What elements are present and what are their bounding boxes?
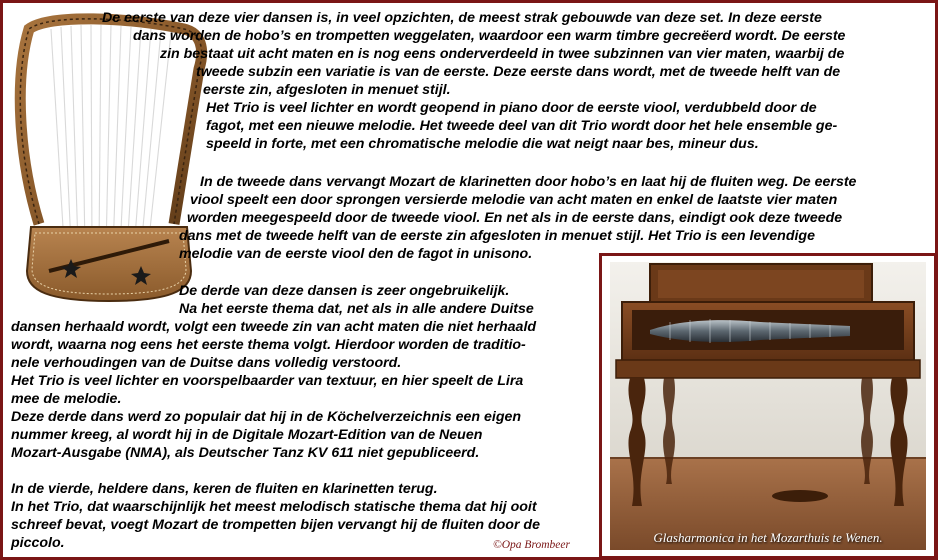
text-line: Deze derde dans werd zo populair dat hij in de Köchelverzeichnis een eigen — [11, 409, 522, 425]
text-line: schreef bevat, voegt Mozart de trompetten bijen vervangt hij de fluiten door de — [11, 517, 540, 533]
text-line: De derde van deze dansen is zeer ongebruikelijk. — [179, 283, 510, 299]
text-line: eerste zin, afgesloten in menuet stijl. — [203, 82, 451, 98]
text-line: melodie van de eerste viool den de fagot in unisono. — [179, 246, 533, 262]
photo-caption: Glasharmonica in het Mozarthuis te Wenen. — [653, 530, 883, 545]
glass-harmonica-photo — [610, 262, 926, 550]
text-line: Het Trio is veel lichter en wordt geopend in piano door de eerste viool, verdubbeld door de — [206, 100, 817, 116]
text-line: dans worden de hobo’s en trompetten weggelaten, waardoor een warm timbre gecreëerd wordt. De eerste — [133, 28, 846, 44]
text-line: piccolo. — [11, 535, 65, 551]
text-line: In het Trio, dat waarschijnlijk het meest melodisch statische thema dat hij ooit — [11, 499, 537, 515]
text-line: wordt, waarna nog eens het eerste thema volgt. Hierdoor worden de traditio- — [11, 337, 526, 353]
text-line: mee de melodie. — [11, 391, 122, 407]
text-line: nele verhoudingen van de Duitse dans volledig verstoord. — [11, 355, 402, 371]
glass-harmonica-illustration — [610, 262, 926, 550]
text-line: dansen herhaald wordt, volgt een tweede zin van acht maten die niet herhaald — [11, 319, 537, 335]
text-line: dans met de tweede helft van de eerste zin afgesloten in menuet stijl. Het Trio is een levendige — [179, 228, 815, 244]
text-line: zin bestaat uit acht maten en is nog eens onderverdeeld in twee subzinnen van vier maten, waarbij de — [160, 46, 845, 62]
text-line: De eerste van deze vier dansen is, in veel opzichten, de meest strak gebouwde van deze set. In deze eerste — [102, 10, 822, 26]
text-line: Het Trio is veel lichter en voorspelbaarder van textuur, en hier speelt de Lira — [11, 373, 524, 389]
copyright-note: ©Opa Brombeer — [493, 539, 570, 551]
text-line: fagot, met een nieuwe melodie. Het tweede deel van dit Trio wordt door het hele ensemble ge- — [206, 118, 838, 134]
text-line: worden meegespeeld door de tweede viool. En net als in de eerste dans, eindigt ook deze tweede — [187, 210, 843, 226]
text-line: Na het eerste thema dat, net als in alle andere Duitse — [179, 301, 534, 317]
text-line: In de tweede dans vervangt Mozart de klarinetten door hobo’s en laat hij de fluiten weg. De eerste — [200, 174, 857, 190]
photo-frame — [599, 253, 937, 559]
text-line: speeld in forte, met een chromatische melodie die wat neigt naar bes, mineur dus. — [206, 136, 759, 152]
text-line: Mozart-Ausgabe (NMA), als Deutscher Tanz KV 611 niet gepubliceerd. — [11, 445, 480, 461]
text-line: In de vierde, heldere dans, keren de fluiten en klarinetten terug. — [11, 481, 438, 497]
text-line: tweede subzin een variatie is van de eerste. Deze eerste dans wordt, met de tweede helft van de — [196, 64, 841, 80]
text-line: nummer kreeg, al wordt hij in de Digitale Mozart-Edition van de Neuen — [11, 427, 483, 443]
text-line: viool speelt een door sprongen versierde melodie van acht maten en enkel de laatste vier maten — [190, 192, 838, 208]
